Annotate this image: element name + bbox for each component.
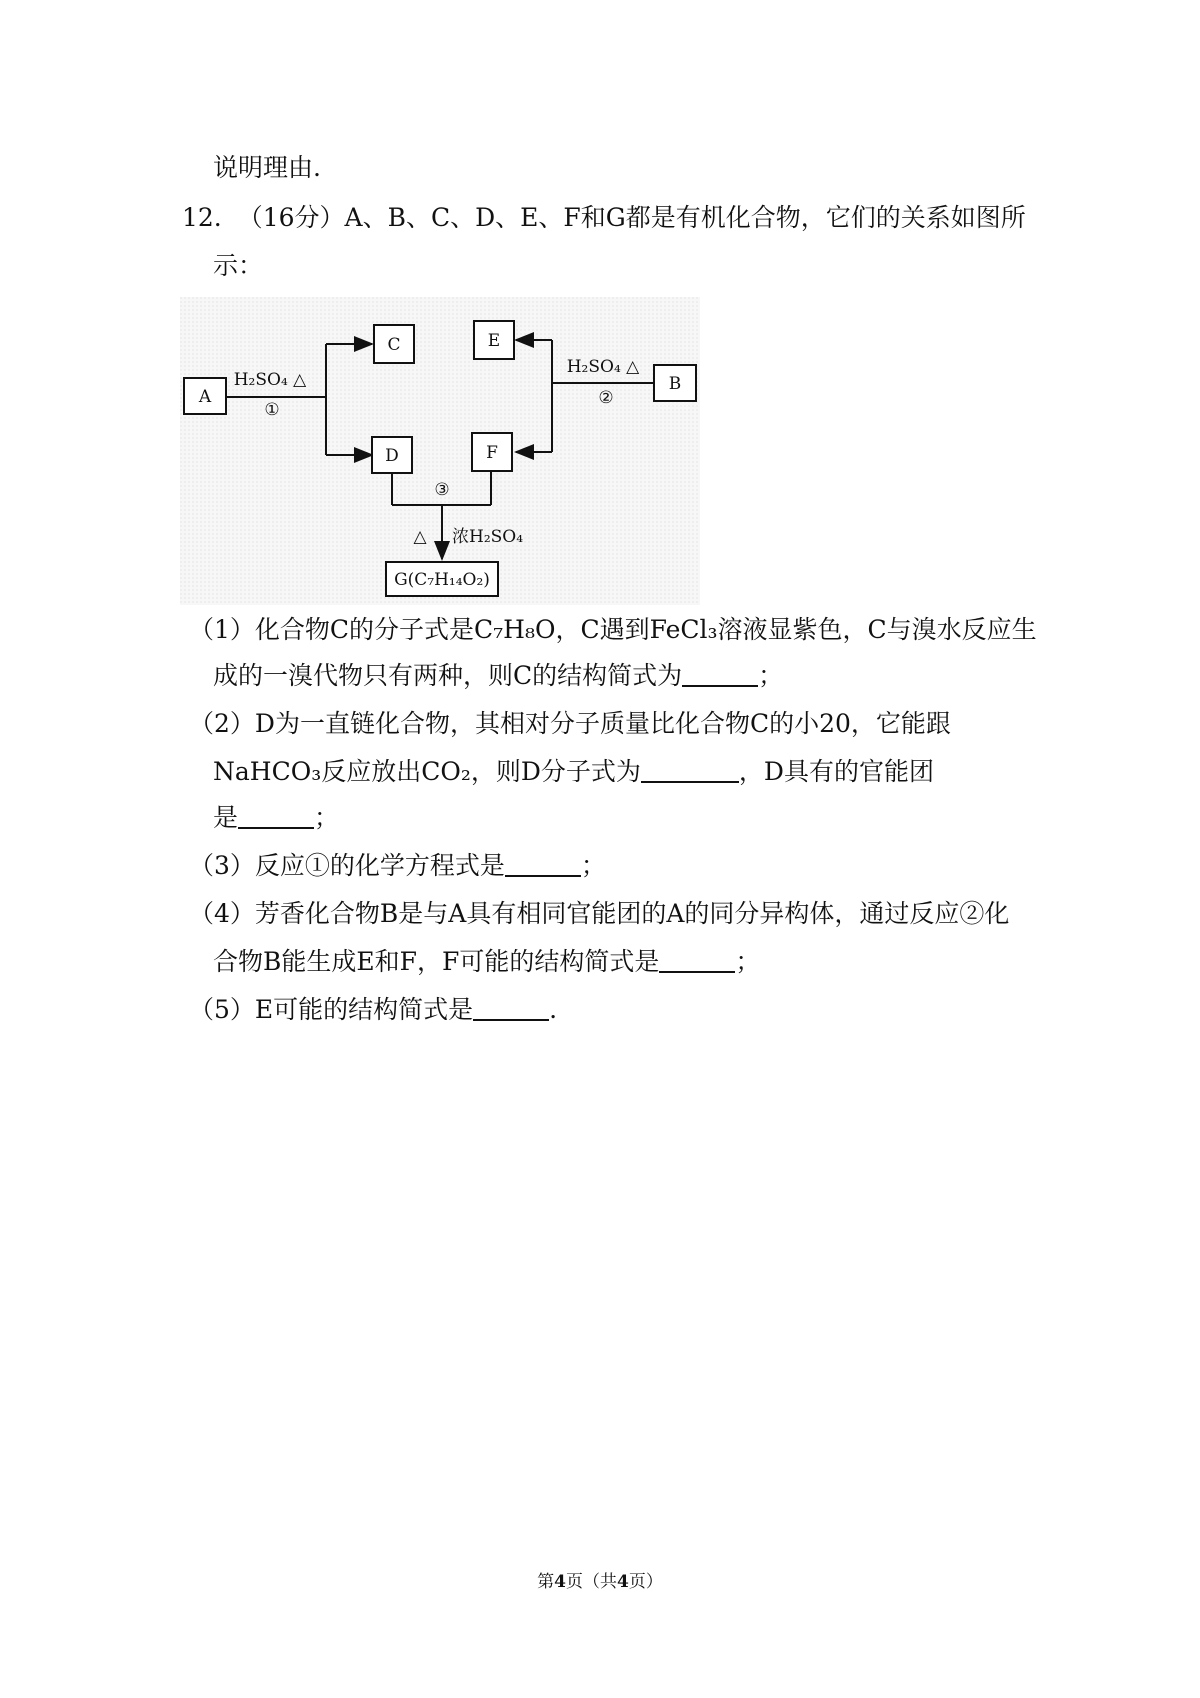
part-5-text: （5）E可能的结构简式是	[189, 995, 474, 1024]
period: .	[549, 995, 558, 1024]
box-d-label: D	[385, 446, 399, 466]
condition-reaction-3-heat: △	[413, 527, 427, 547]
answer-blank-5[interactable]	[473, 995, 549, 1021]
footer-page-number: 4	[554, 1572, 566, 1592]
intro-text: 说明理由.	[213, 153, 321, 182]
reaction-number-2: ②	[598, 388, 614, 408]
box-c-label: C	[387, 335, 401, 355]
part-2-line-c	[213, 802, 339, 834]
semicolon: ；	[314, 803, 340, 832]
answer-blank-1[interactable]	[682, 661, 758, 687]
answer-blank-2a[interactable]	[641, 757, 739, 783]
footer-suffix: 页）	[628, 1572, 663, 1592]
reaction-diagram-svg	[180, 297, 700, 605]
box-d	[372, 437, 412, 473]
answer-blank-3[interactable]	[505, 851, 581, 877]
question-number: 12.	[182, 203, 222, 232]
question-12-stem-tail	[213, 250, 263, 282]
part-2-text-b-tail: ，D具有的官能团	[738, 757, 934, 786]
box-a-label: A	[198, 387, 212, 407]
part-1-text-a: （1）化合物C的分子式是C₇H₈O，C遇到FeCl₃溶液显紫色，C与溴水反应生	[189, 615, 1037, 644]
box-c	[374, 325, 414, 363]
reaction-number-1: ①	[264, 400, 280, 420]
line-intro	[213, 152, 321, 184]
question-12-header	[182, 202, 1026, 234]
reaction-diagram	[180, 297, 700, 605]
box-g-label: G(C₇H₁₄O₂)	[394, 570, 490, 590]
part-1-line-a	[189, 614, 1037, 646]
box-e	[474, 321, 514, 359]
condition-reaction-3: 浓H₂SO₄	[452, 527, 524, 547]
condition-reaction-2: H₂SO₄ △	[566, 357, 640, 377]
question-stem-tail: 示：	[213, 251, 264, 280]
part-1-line-b	[213, 660, 783, 692]
part-4-line-a	[189, 898, 1009, 930]
part-2-text-c: 是	[213, 803, 239, 832]
box-b-label: B	[668, 374, 682, 394]
box-f-label: F	[486, 443, 498, 463]
semicolon: ；	[758, 661, 784, 690]
footer-total-pages: 4	[617, 1572, 629, 1592]
part-5-line	[189, 994, 557, 1026]
condition-reaction-1: H₂SO₄ △	[233, 370, 307, 390]
answer-blank-4[interactable]	[659, 947, 735, 973]
footer-middle: 页（共	[566, 1572, 617, 1592]
part-2-line-a	[189, 708, 951, 740]
page-footer	[0, 1567, 1200, 1592]
answer-blank-2b[interactable]	[238, 803, 314, 829]
part-3-line	[189, 850, 606, 882]
footer-prefix: 第	[537, 1572, 555, 1592]
box-a	[184, 378, 226, 414]
reaction-number-3: ③	[434, 480, 450, 500]
question-stem: （16分）A、B、C、D、E、F和G都是有机化合物，它们的关系如图所	[237, 203, 1026, 232]
semicolon: ；	[735, 947, 761, 976]
part-4-text-a: （4）芳香化合物B是与A具有相同官能团的A的同分异构体，通过反应②化	[189, 899, 1010, 928]
part-2-text-b: NaHCO₃反应放出CO₂，则D分子式为	[213, 757, 641, 786]
part-3-text: （3）反应①的化学方程式是	[189, 851, 505, 880]
box-f	[472, 433, 512, 471]
part-2-line-b	[213, 756, 934, 788]
part-4-text-b: 合物B能生成E和F，F可能的结构简式是	[213, 947, 660, 976]
box-b	[654, 365, 696, 401]
box-e-label: E	[487, 331, 501, 351]
box-g	[386, 562, 498, 596]
semicolon: ；	[580, 851, 606, 880]
part-2-text-a: （2）D为一直链化合物，其相对分子质量比化合物C的小20，它能跟	[189, 709, 951, 738]
diagram-background	[180, 297, 700, 605]
part-1-text-b: 成的一溴代物只有两种，则C的结构简式为	[213, 661, 683, 690]
part-4-line-b	[213, 946, 760, 978]
